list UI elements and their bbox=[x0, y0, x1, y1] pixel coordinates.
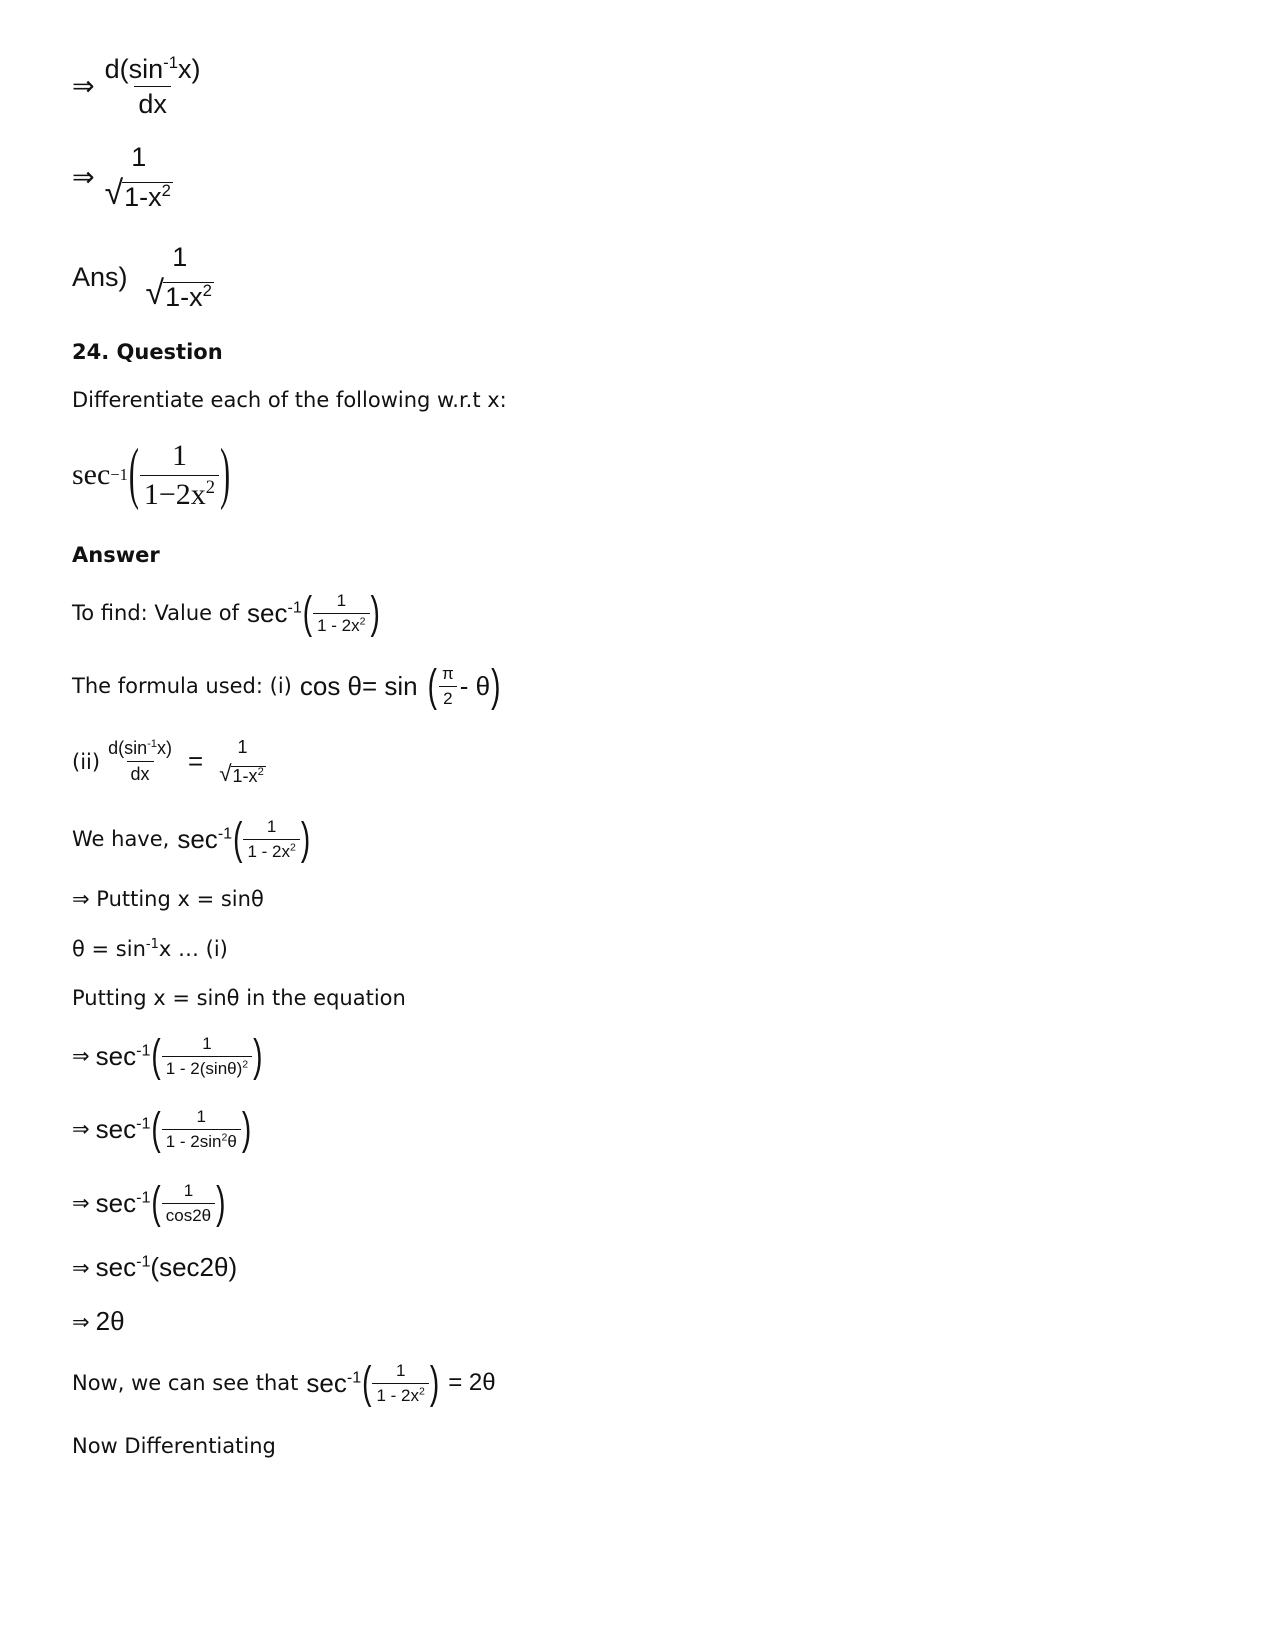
question-prompt: Differentiate each of the following w.r.t x: bbox=[72, 388, 507, 412]
sub-step-5: ⇒ 2θ bbox=[72, 1306, 125, 1336]
now-differentiating-line: Now Differentiating bbox=[72, 1434, 276, 1458]
implies-arrow: ⇒ bbox=[72, 1044, 90, 1069]
step-derivative-symbol bbox=[72, 55, 205, 119]
theta-definition: $\theta = \sin^{-1}x$ … (i) bbox=[72, 937, 228, 961]
derivative-fraction: $\frac{d(\sin^{-1}x)}{dx}$ bbox=[104, 53, 201, 120]
we-have-line: We have, $\sec^{-1}$ ( $\frac{1}{1 - 2x^2}$ ) bbox=[72, 813, 311, 864]
implies-arrow: ⇒ bbox=[72, 1309, 90, 1334]
question-expression: sec −1 ( $\frac{1}{1-2x^2}$ ) bbox=[72, 435, 231, 512]
answer-heading: Answer bbox=[72, 543, 160, 567]
ans-label: Ans) bbox=[72, 261, 128, 292]
sub-step-1: ⇒ $\sec^{-1}$ ( $\frac{1}{1 - 2(\sin\theta)^2}$ ) bbox=[72, 1030, 263, 1081]
sub-step-3: ⇒ $\sec^{-1}$ ( $\frac{1}{\cos 2\theta}$ ) bbox=[72, 1177, 226, 1228]
to-find-line: To find: Value of $\sec^{-1}$ ( $\frac{1}{1 - 2x^2}$ ) bbox=[72, 587, 380, 638]
formula-line-1: The formula used: (i) cos θ= sin ( $\frac{\pi}{2}$ - θ ) bbox=[72, 660, 501, 711]
step-result bbox=[72, 143, 177, 211]
implies-arrow: ⇒ bbox=[72, 1255, 90, 1280]
conclusion-line: Now, we can see that $\sec^{-1}$ ( $\frac{1}{1 - 2x^2}$ ) = 2θ bbox=[72, 1357, 496, 1408]
sub-step-4: ⇒ $\sec^{-1}(\sec 2\theta)$ bbox=[72, 1252, 238, 1282]
result-fraction: 1 √ $1-x^2$ bbox=[104, 142, 171, 213]
question-heading: 24. Question bbox=[72, 340, 223, 364]
answer-line bbox=[72, 243, 218, 311]
implies-arrow: ⇒ bbox=[72, 161, 95, 192]
formula-line-2: (ii) $\frac{d(\sin^{-1}x)}{dx}$ = 1 √ $1-x^2$ bbox=[72, 737, 264, 786]
implies-arrow: ⇒ bbox=[72, 1191, 90, 1216]
putting-line: ⇒ Putting x = sinθ bbox=[72, 887, 264, 911]
putting-equation-line: Putting x = sinθ in the equation bbox=[72, 986, 406, 1010]
sub-step-2: ⇒ $\sec^{-1}$ ( $\frac{1}{1 - 2\sin^2\theta}$ ) bbox=[72, 1103, 252, 1154]
implies-arrow: ⇒ bbox=[72, 71, 95, 102]
answer-fraction: 1 √ $1-x^2$ bbox=[145, 242, 212, 313]
implies-arrow: ⇒ bbox=[72, 1117, 90, 1142]
